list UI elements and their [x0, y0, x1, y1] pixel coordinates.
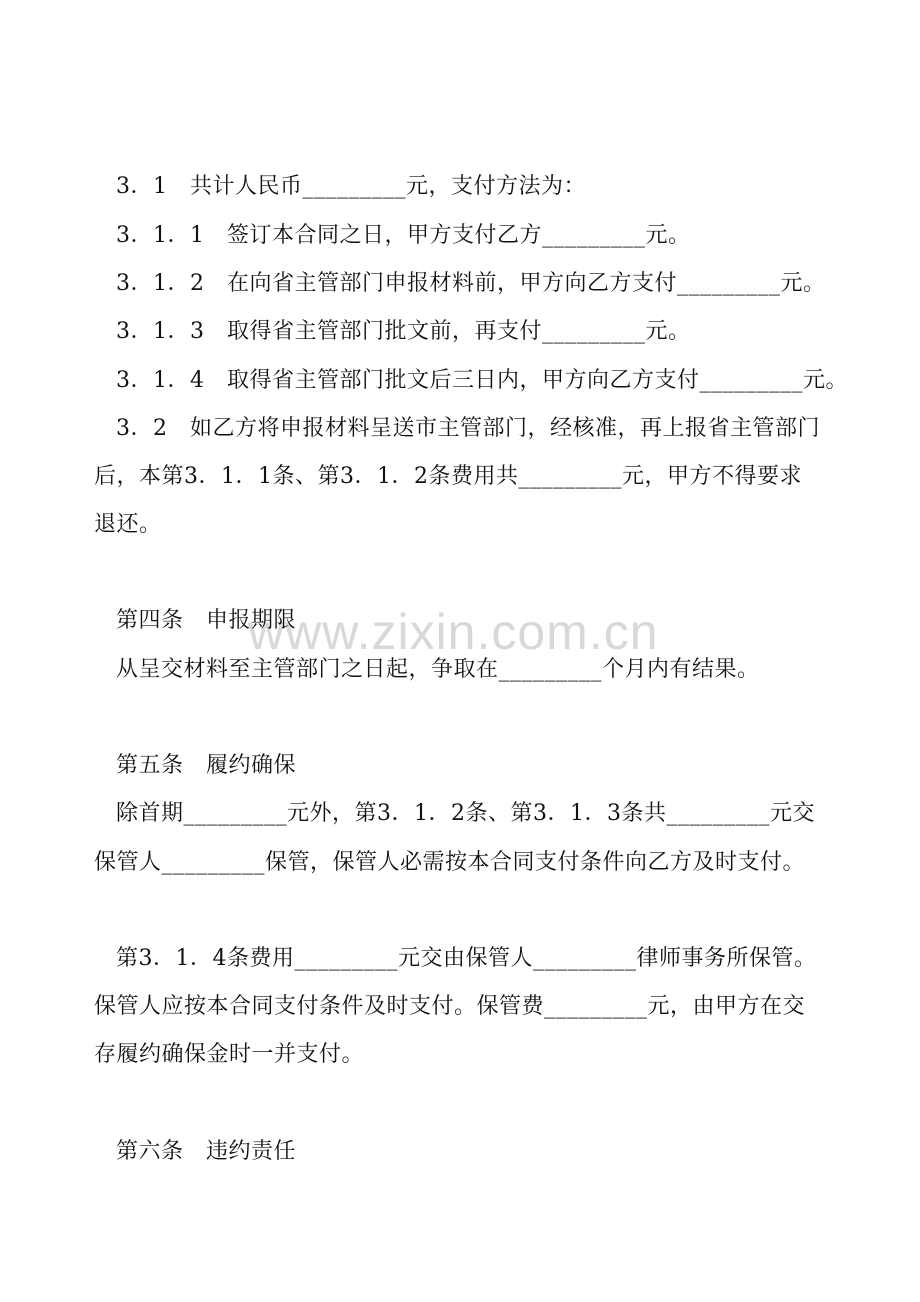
clause-3-1: 3．1 共计人民币_________元，支付方法为： [116, 174, 586, 199]
article-4-heading: 第四条 申报期限 [116, 608, 297, 633]
article-5-body-line-2: 保管人_________保管，保管人必需按本合同支付条件向乙方及时支付。 [94, 850, 806, 875]
clause-3-1-4-fee-line-1: 第3．1．4条费用_________元交由保管人_________律师事务所保管。 [116, 946, 817, 971]
clause-3-1-1: 3．1．1 签订本合同之日，甲方支付乙方_________元。 [116, 223, 691, 248]
article-6-heading: 第六条 违约责任 [116, 1139, 297, 1164]
watermark: www.zixin.com.cn [248, 604, 659, 660]
clause-3-2-line-2: 后，本第3．1．1条、第3．1．2条费用共_________元，甲方不得要求 [94, 464, 802, 489]
article-4-body: 从呈交材料至主管部门之日起，争取在_________个月内有结果。 [116, 657, 760, 682]
clause-3-1-4-fee-line-3: 存履约确保金时一并支付。 [94, 1042, 365, 1067]
clause-3-1-4: 3．1．4 取得省主管部门批文后三日内，甲方向乙方支付_________元。 [116, 368, 848, 393]
clause-3-1-3: 3．1．3 取得省主管部门批文前，再支付_________元。 [116, 319, 691, 344]
clause-3-1-4-fee-line-2: 保管人应按本合同支付条件及时支付。保管费_________元，由甲方在交 [94, 994, 806, 1019]
clause-3-2-line-1: 3．2 如乙方将申报材料呈送市主管部门，经核准，再上报省主管部门 [116, 416, 820, 441]
clause-3-2-line-3: 退还。 [94, 512, 162, 537]
article-5-heading: 第五条 履约确保 [116, 753, 297, 778]
clause-3-1-2: 3．1．2 在向省主管部门申报材料前，甲方向乙方支付_________元。 [116, 271, 826, 296]
article-5-body-line-1: 除首期_________元外，第3．1．2条、第3．1．3条共_________元交 [116, 801, 815, 826]
